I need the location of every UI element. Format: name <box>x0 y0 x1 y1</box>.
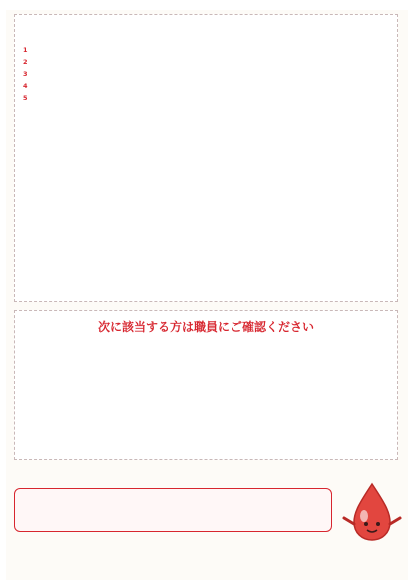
staff-check-panel <box>14 310 398 460</box>
list-item: 3 <box>23 70 28 78</box>
list-item <box>23 292 389 302</box>
staff-check-heading: 次に該当する方は職員にご確認ください <box>97 320 314 334</box>
list-item <box>23 141 389 152</box>
condition-list <box>23 45 389 201</box>
list-item <box>23 281 389 291</box>
list-item <box>23 453 389 463</box>
footer-info <box>6 538 408 568</box>
list-item <box>23 129 389 140</box>
list-item <box>23 248 389 258</box>
list-item <box>23 420 389 430</box>
list-item <box>23 365 389 375</box>
fine-print <box>18 466 398 484</box>
website-link[interactable] <box>6 558 408 568</box>
covid-notice-list <box>23 215 389 314</box>
list-item <box>23 165 389 176</box>
eligibility-panel <box>14 14 398 302</box>
list-item <box>23 431 389 441</box>
list-item <box>23 177 389 188</box>
list-item <box>23 354 389 364</box>
list-item <box>23 398 389 408</box>
list-item <box>23 343 389 353</box>
blood-drop-mascot-icon <box>342 480 402 542</box>
list-item <box>23 270 389 280</box>
list-item <box>23 105 389 116</box>
list-item <box>23 153 389 164</box>
list-item <box>23 387 389 397</box>
list-item: 5 <box>23 94 28 102</box>
list-item <box>23 215 389 225</box>
list-item: 4 <box>23 82 28 90</box>
list-item <box>23 226 389 236</box>
list-item <box>23 442 389 452</box>
list-item <box>23 189 389 200</box>
list-item <box>23 259 389 269</box>
list-item <box>23 376 389 386</box>
staff-check-list <box>23 343 389 464</box>
list-item <box>23 117 389 128</box>
list-item: 2 <box>23 58 28 66</box>
page-title <box>25 21 387 41</box>
list-item <box>23 409 389 419</box>
page <box>6 10 408 580</box>
infection-control-notice <box>14 488 332 532</box>
list-item <box>23 237 389 247</box>
list-item: 1 <box>23 46 28 54</box>
